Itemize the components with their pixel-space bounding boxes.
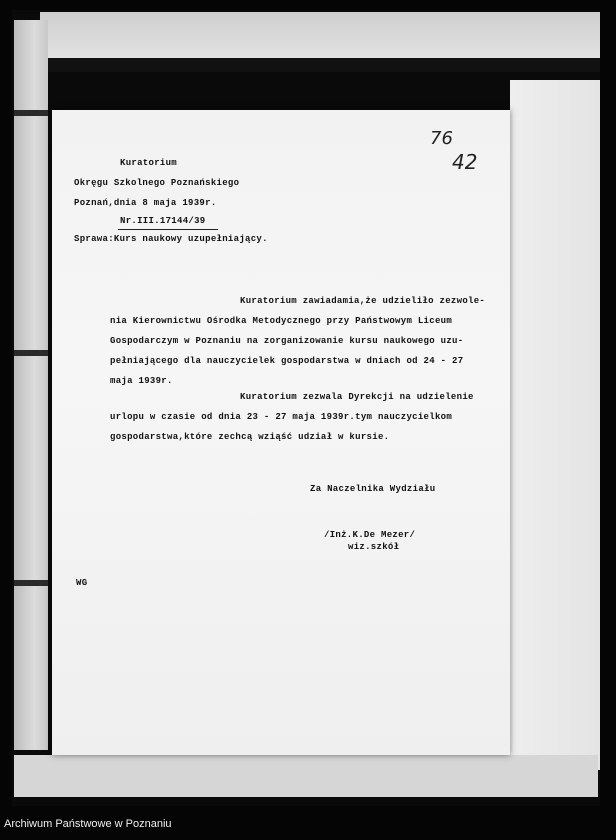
signature-name: /Inż.K.De Mezer/ [324,530,416,540]
header-office: Kuratorium [120,158,178,168]
typist-initials: WG [76,578,88,588]
body-line: maja 1939r. [110,376,173,386]
body-line: Kuratorium zawiadamia,że udzieliło zezwole- [240,296,486,306]
signature-role: wiz.szkół [348,542,400,552]
document-page [52,110,510,755]
reference-underline [118,229,218,230]
film-strip-top [40,12,600,60]
body-line: pełniającego dla nauczycielek gospodarstwa w dniach od 24 - 27 [110,356,464,366]
header-date: Poznań,dnia 8 maja 1939r. [74,198,217,208]
header-district: Okręgu Szkolnego Poznańskiego [74,178,240,188]
film-strip-bottom [14,755,598,797]
page-number: 42 [452,150,478,174]
body-line: nia Kierownictwu Ośrodka Metodycznego przy Państwowym Liceum [110,316,453,326]
body-line: gospodarstwa,które zechcą wziąść udział w kursie. [110,432,390,442]
signature-title: Za Naczelnika Wydziału [310,484,436,494]
frame-border [40,58,600,72]
body-line: urlopu w czasie od dnia 23 - 27 maja 1939r.tym nauczycielkom [110,412,453,422]
film-strip-left [14,20,48,750]
body-line: Gospodarczym w Poznaniu na zorganizowanie kursu naukowego uzu- [110,336,464,346]
subject-line: Sprawa:Kurs naukowy uzupełniający. [74,234,268,244]
header-reference: Nr.III.17144/39 [120,216,206,226]
underlying-sheet [510,80,600,770]
archive-caption: Archiwum Państwowe w Poznaniu [4,818,172,830]
body-line: Kuratorium zezwala Dyrekcji na udzielenie [240,392,474,402]
page-number-crossed: 76 [430,128,453,149]
